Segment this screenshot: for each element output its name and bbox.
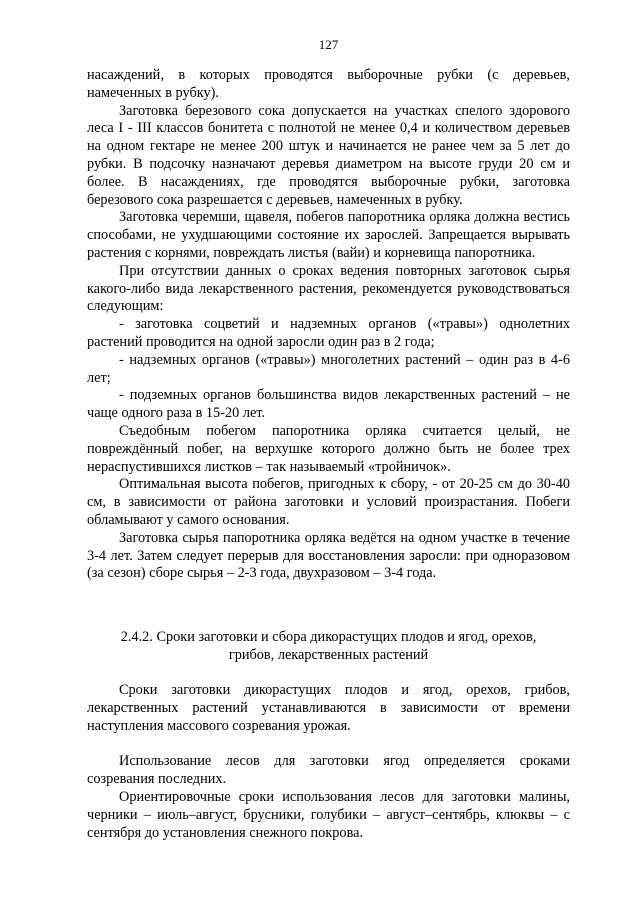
list-item: - заготовка соцветий и надземных органов («травы») однолетних растений проводится на одной заросли один раз в 2 года; bbox=[87, 316, 570, 350]
page-number: 127 bbox=[318, 37, 339, 52]
paragraph: Использование лесов для заготовки ягод определяется сроками созревания последних. bbox=[87, 753, 570, 788]
paragraph: Съедобным побегом папоротника орляка считается целый, не повреждённый побег, на верхушке которого должно быть не более трех нераспустившихся листков – так называемый «тройничок». bbox=[87, 422, 570, 475]
paragraph: насаждений, в которых проводятся выборочные рубки (с деревьев, намеченных в рубку). bbox=[87, 67, 570, 101]
paragraph: Сроки заготовки дикорастущих плодов и ягод, орехов, грибов, лекарственных растений устанавливаются в зависимости от времени наступления массового созревания урожая. bbox=[87, 682, 570, 734]
paragraph: Заготовка сырья папоротника орляка ведётся на одном участке в течение 3-4 лет. Затем следует перерыв для восстановления заросли: при одноразовом (за сезон) сборе сырья – 2-3 года, двухразовом – 3-4 года. bbox=[87, 529, 570, 582]
list-item: - подземных органов большинства видов лекарственных растений – не чаще одного раза в 15-20 лет. bbox=[87, 387, 570, 422]
paragraph: Ориентировочные сроки использования лесов для заготовки малины, черники – июль–август, брусники, голубики – август–сентябрь, клюквы – с сентября до установления снежного покрова. bbox=[87, 789, 570, 841]
paragraph: Заготовка черемши, щавеля, побегов папоротника орляка должна вестись способами, не ухудшающими состояние их зарослей. Запрещается вырывать растения с корнями, повреждать листья (вайи) и корневища папоротника. bbox=[87, 209, 570, 261]
paragraph: При отсутствии данных о сроках ведения повторных заготовок сырья какого-либо вида лекарственного растения, рекомендуется руководствоваться следующим: bbox=[87, 262, 570, 315]
section-heading-line2: грибов, лекарственных растений bbox=[228, 646, 429, 663]
list-item: - надземных органов («травы») многолетних растений – один раз в 4-6 лет; bbox=[87, 351, 570, 386]
paragraph: Заготовка березового сока допускается на участках спелого здорового леса I - III классов бонитета с полнотой не менее 0,4 и количеством деревьев на одном гектаре не менее 200 штук и начинается не ранее чем за 5 лет до рубки. В подсочку назначают деревья диаметром на высоте груди 20 см и более. В насаждениях, где проводятся выборочные рубки, заготовка березового сока разрешается с деревьев, намеченных в рубку. bbox=[87, 102, 570, 208]
document-body bbox=[87, 67, 570, 842]
paragraph: Оптимальная высота побегов, пригодных к сбору, - от 20-25 см до 30-40 см, в зависимости от района заготовки и условий произрастания. Побеги обламывают у самого основания. bbox=[87, 476, 570, 528]
section-heading: 2.4.2. Сроки заготовки и сбора дикорастущих плодов и ягод, орехов, bbox=[120, 628, 537, 645]
